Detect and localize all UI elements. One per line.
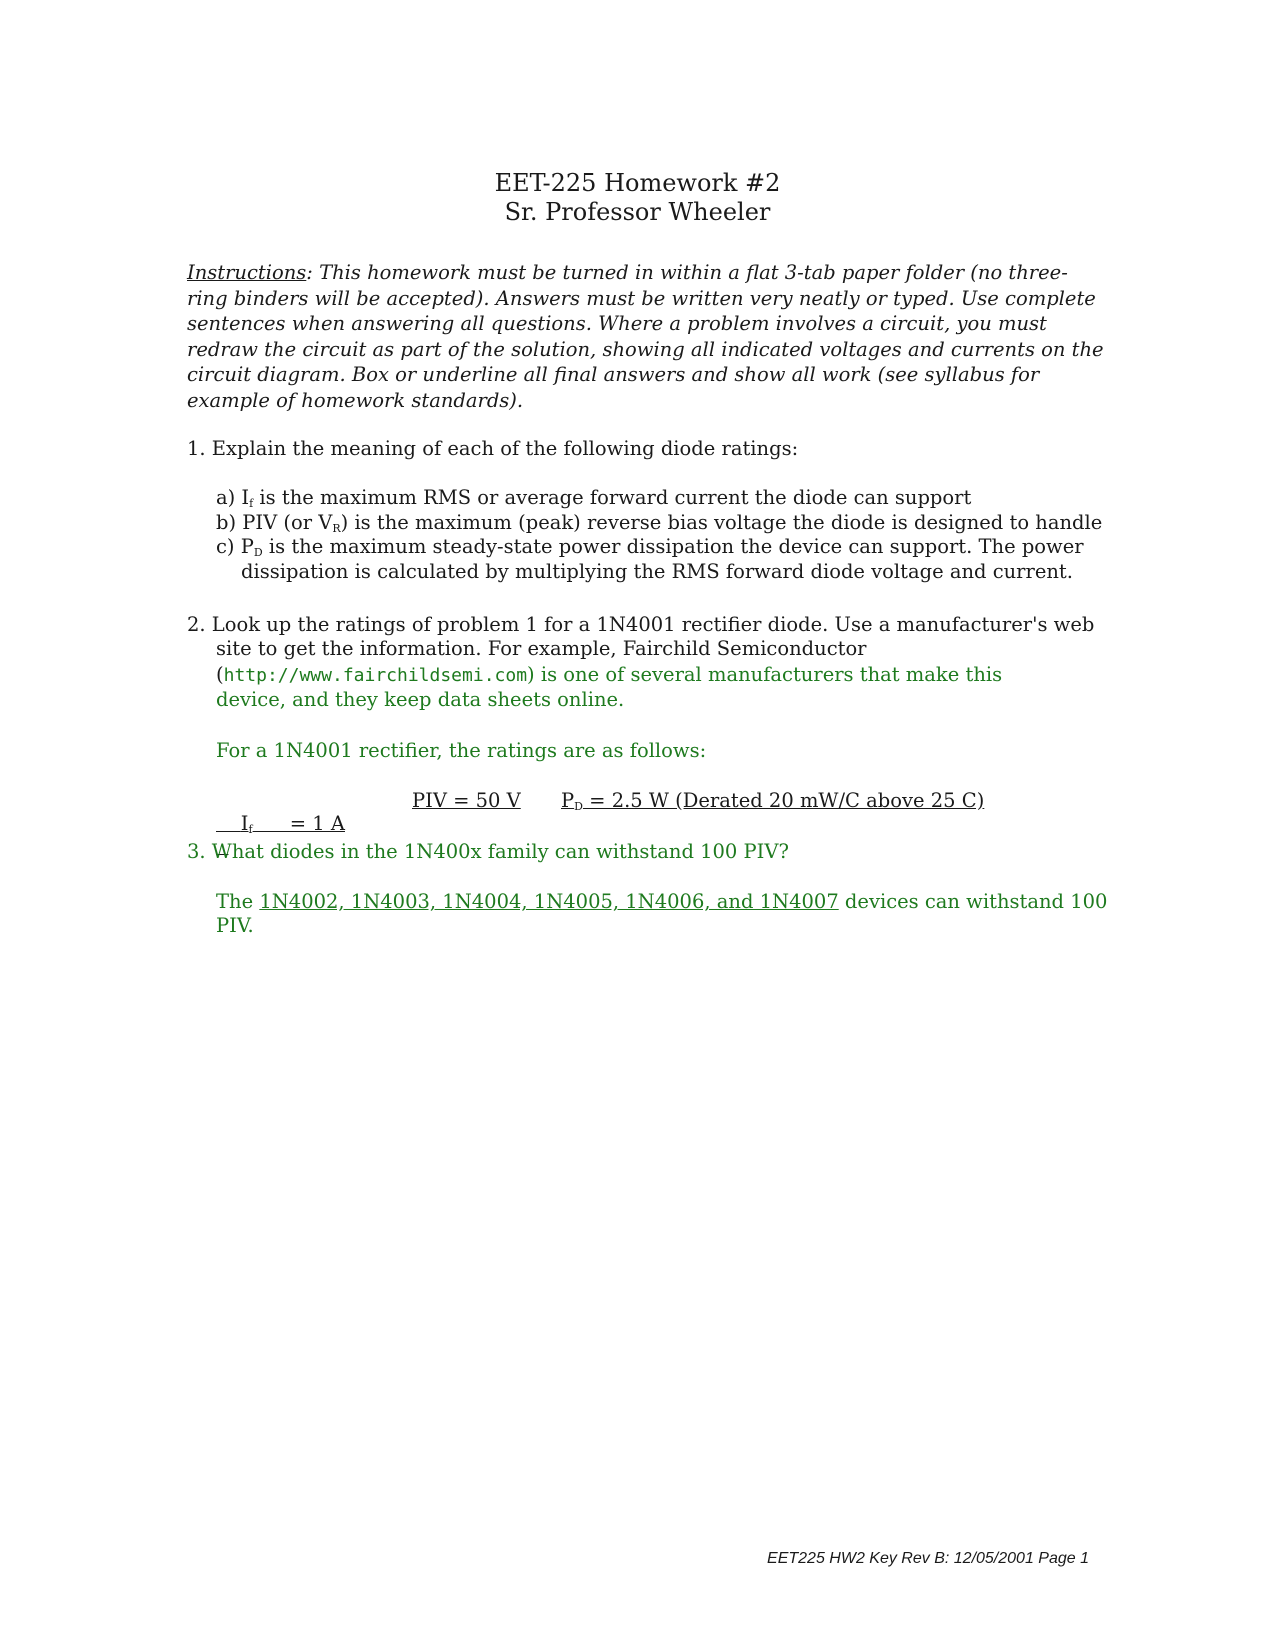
rating-if: $I_f$ = 1 A [240, 812, 345, 836]
instructions-line: circuit diagram. Box or underline all final answers and show all work (see syllabus for [187, 363, 1040, 386]
question-2-line: (http://www.fairchildsemi.com) is one of several manufacturers that make this [216, 663, 1003, 686]
q3-answer-devices: 1N4002, 1N4003, 1N4004, 1N4005, 1N4006, and 1N4007 [259, 890, 839, 913]
q1-item-b: b) PIV (or $V_R$) is the maximum (peak) reverse bias voltage the diode is designed to handle [216, 511, 1103, 535]
rating-piv: PIV = 50 V [412, 789, 521, 812]
instructions-block [187, 260, 1104, 413]
instructions-label: Instructions [187, 261, 307, 284]
document-title: EET-225 Homework #2 [494, 169, 781, 197]
q3-answer-continued: PIV. [216, 914, 254, 937]
document-author: Sr. Professor Wheeler [504, 198, 771, 226]
instructions-line: redraw the circuit as part of the solution, showing all indicated voltages and currents on the [187, 337, 1104, 361]
q1-item-a: a) $I_f$ is the maximum RMS or average forward current the diode can support [216, 486, 972, 510]
q1-item-c: c) $P_D$ is the maximum steady-state power dissipation the device can support. The power [216, 535, 1084, 559]
fairchild-url-link[interactable]: http://www.fairchildsemi.com [223, 665, 528, 686]
question-2-line: device, and they keep data sheets online. [216, 688, 625, 711]
instructions-line: Instructions: This homework must be turned in within a flat 3-tab paper folder (no three- [187, 261, 1068, 284]
q2-answer-intro: For a 1N4001 rectifier, the ratings are as follows: [216, 739, 707, 762]
instructions-line: sentences when answering all questions. Where a problem involves a circuit, you must [187, 312, 1047, 335]
question-2-line: site to get the information. For example, Fairchild Semiconductor [216, 637, 867, 660]
instructions-line: ring binders will be accepted). Answers must be written very neatly or typed. Use complete [187, 286, 1096, 310]
page-footer: EET225 HW2 Key Rev B: 12/05/2001 Page 1 [767, 1550, 1089, 1567]
question-2: 2. Look up the ratings of problem 1 for a 1N4001 rectifier diode. Use a manufacturer's web [187, 613, 1095, 636]
q1-item-c-continued: dissipation is calculated by multiplying the RMS forward diode voltage and current. [241, 560, 1073, 583]
question-3: 3. What diodes in the 1N400x family can withstand 100 PIV? [187, 840, 789, 863]
instructions-line: example of homework standards). [187, 388, 524, 412]
q3-answer: The 1N4002, 1N4003, 1N4004, 1N4005, 1N4006, and 1N4007 devices can withstand 100 [216, 890, 1108, 913]
rating-pd: $P_D = 2.5$ W (Derated 20 mW/C above 25 C) [561, 789, 985, 813]
question-1: 1. Explain the meaning of each of the following diode ratings: [187, 437, 799, 460]
